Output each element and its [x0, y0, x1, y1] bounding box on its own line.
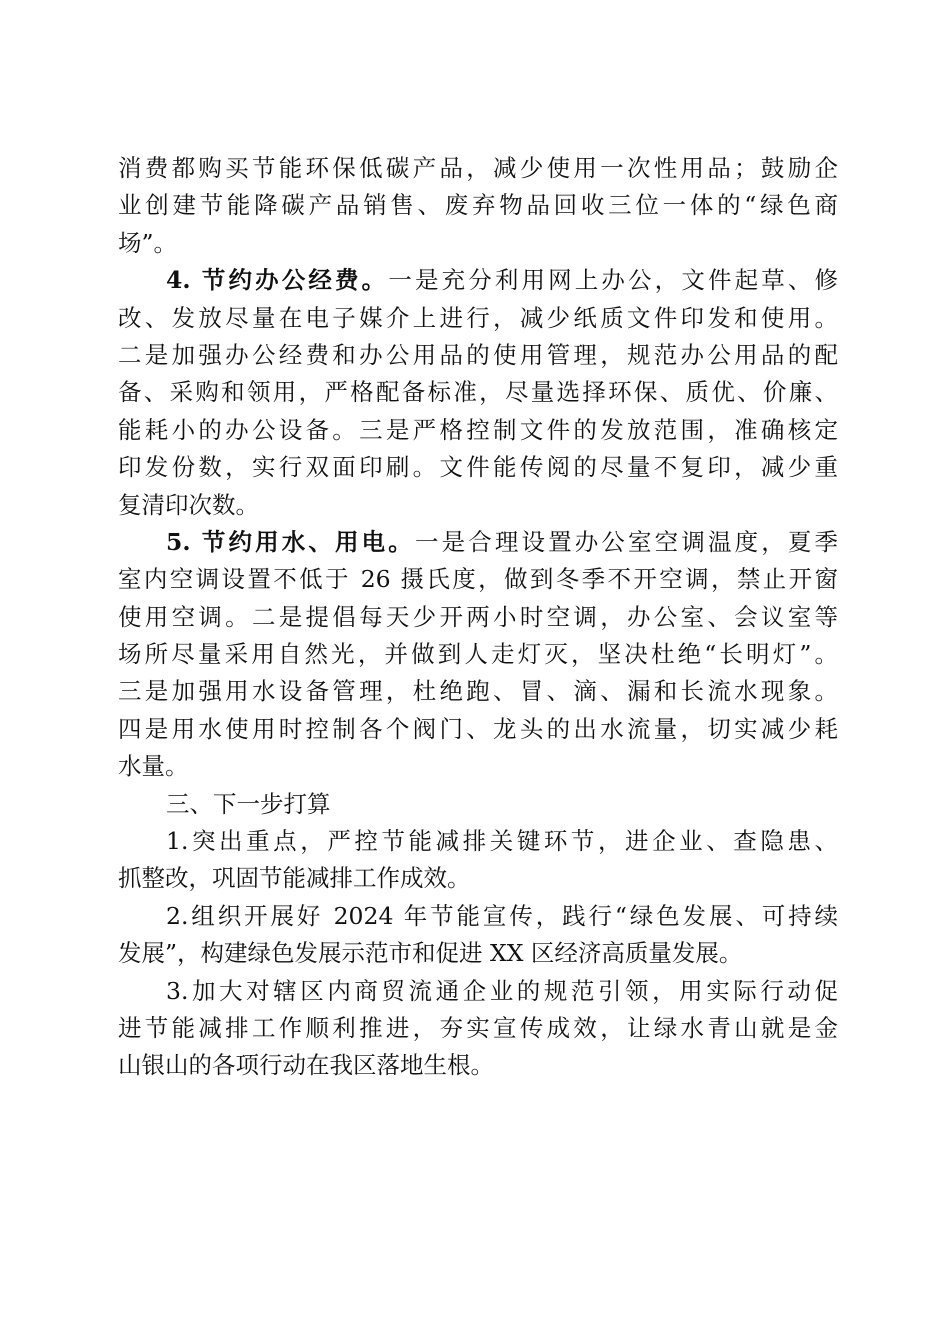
text-line: 能耗小的办公设备。三是严格控制文件的发放范围，准确核定: [118, 415, 838, 444]
text-line: 业创建节能降碳产品销售、废弃物品回收三位一体的“绿色商: [118, 191, 838, 220]
text-line: 消费都购买节能环保低碳产品，减少使用一次性用品；鼓励企: [118, 154, 838, 182]
text-line: 四是用水使用时控制各个阀门、龙头的出水流量，切实减少耗: [118, 714, 838, 743]
text-line: 三是加强用水设备管理，杜绝跑、冒、滴、漏和长流水现象。: [118, 677, 838, 706]
text-line: 水量。: [118, 752, 189, 781]
paragraph-next-step-3: [118, 973, 838, 1085]
paragraph-next-step-2: [118, 898, 838, 973]
text-line: 二是加强办公经费和办公用品的使用管理，规范办公用品的配: [118, 340, 838, 369]
text-line: 山银山的各项行动在我区落地生根。: [118, 1051, 494, 1080]
text-line: 使用空调。二是提倡每天少开两小时空调，办公室、会议室等: [118, 602, 838, 631]
paragraph-green-consumption: [118, 150, 838, 262]
text-line: 备、采购和领用，严格配备标准，尽量选择环保、质优、价廉、: [118, 378, 838, 407]
text-line: 发展”，构建绿色发展示范市和促进 XX 区经济高质量发展。: [118, 939, 743, 968]
text-line: 1.突出重点，严控节能减排关键环节，进企业、查隐患、: [166, 827, 838, 856]
section-heading: 三、下一步打算: [166, 789, 331, 818]
paragraph-office-expenses: [118, 262, 838, 524]
document-page: [118, 150, 838, 1085]
paragraph-lead: 5. 节约用水、用电。: [166, 527, 415, 556]
text-line: 进节能减排工作顺利推进，夯实宣传成效，让绿水青山就是金: [118, 1013, 838, 1042]
text-line: [118, 524, 838, 561]
paragraph-water-electricity: [118, 524, 838, 786]
paragraph-lead: 4. 节约办公经费。: [166, 266, 389, 295]
text-line: 场”。: [118, 228, 178, 257]
paragraph-next-step-1: [118, 823, 838, 898]
text-line: 复清印次数。: [118, 490, 259, 519]
text-line: [118, 262, 838, 299]
text-line: 2.组织开展好 2024 年节能宣传，践行“绿色发展、可持续: [166, 901, 838, 930]
text-span: 一是合理设置办公室空调温度，夏季: [414, 527, 839, 556]
text-line: 3.加大对辖区内商贸流通企业的规范引领，用实际行动促: [166, 976, 838, 1005]
text-line: 场所尽量采用自然光，并做到人走灯灭，坚决杜绝“长明灯”。: [118, 640, 838, 669]
text-line: 印发份数，实行双面印刷。文件能传阅的尽量不复印，减少重: [118, 453, 838, 482]
text-line: 室内空调设置不低于 26 摄氏度，做到冬季不开空调，禁止开窗: [118, 565, 838, 594]
text-line: 抓整改，巩固节能减排工作成效。: [118, 864, 471, 893]
text-span: 一是充分利用网上办公，文件起草、修: [388, 266, 838, 295]
text-line: 改、发放尽量在电子媒介上进行，减少纸质文件印发和使用。: [118, 303, 838, 332]
